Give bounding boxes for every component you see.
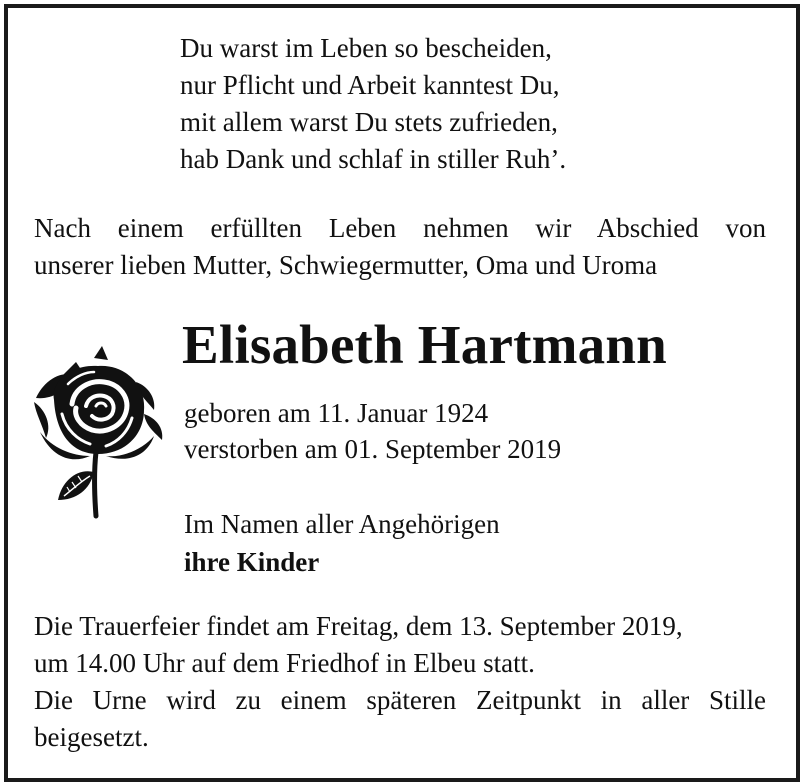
poem-line: mit allem warst Du stets zufrieden, <box>180 107 558 137</box>
rose-icon <box>32 340 167 520</box>
birth-date: geboren am 11. Januar 1924 <box>184 398 489 428</box>
poem-line: Du warst im Leben so bescheiden, <box>180 33 552 63</box>
family-signoff <box>184 505 500 581</box>
signoff-signature: ihre Kinder <box>184 547 320 577</box>
intro-line: unserer lieben Mutter, Schwiegermutter, Oma und Uroma <box>34 250 658 280</box>
poem-line: hab Dank und schlaf in stiller Ruh’. <box>180 144 567 174</box>
funeral-line: Die Trauerfeier findet am Freitag, dem 13. September 2019, <box>34 611 683 641</box>
funeral-line: um 14.00 Uhr auf dem Friedhof in Elbeu statt. <box>34 648 535 678</box>
funeral-line: beigesetzt. <box>34 722 149 752</box>
memorial-poem <box>180 30 566 178</box>
funeral-details <box>34 608 766 756</box>
poem-line: nur Pflicht und Arbeit kanntest Du, <box>180 70 560 100</box>
death-date: verstorben am 01. September 2019 <box>184 434 562 464</box>
deceased-name: Elisabeth Hartmann <box>182 314 667 375</box>
life-dates <box>184 395 561 467</box>
farewell-intro <box>34 210 766 284</box>
intro-line: Nach einem erfüllten Leben nehmen wir Abschied von <box>34 213 766 243</box>
signoff-line: Im Namen aller Angehörigen <box>184 509 500 539</box>
funeral-line: Die Urne wird zu einem späteren Zeitpunkt in aller Stille <box>34 685 766 715</box>
